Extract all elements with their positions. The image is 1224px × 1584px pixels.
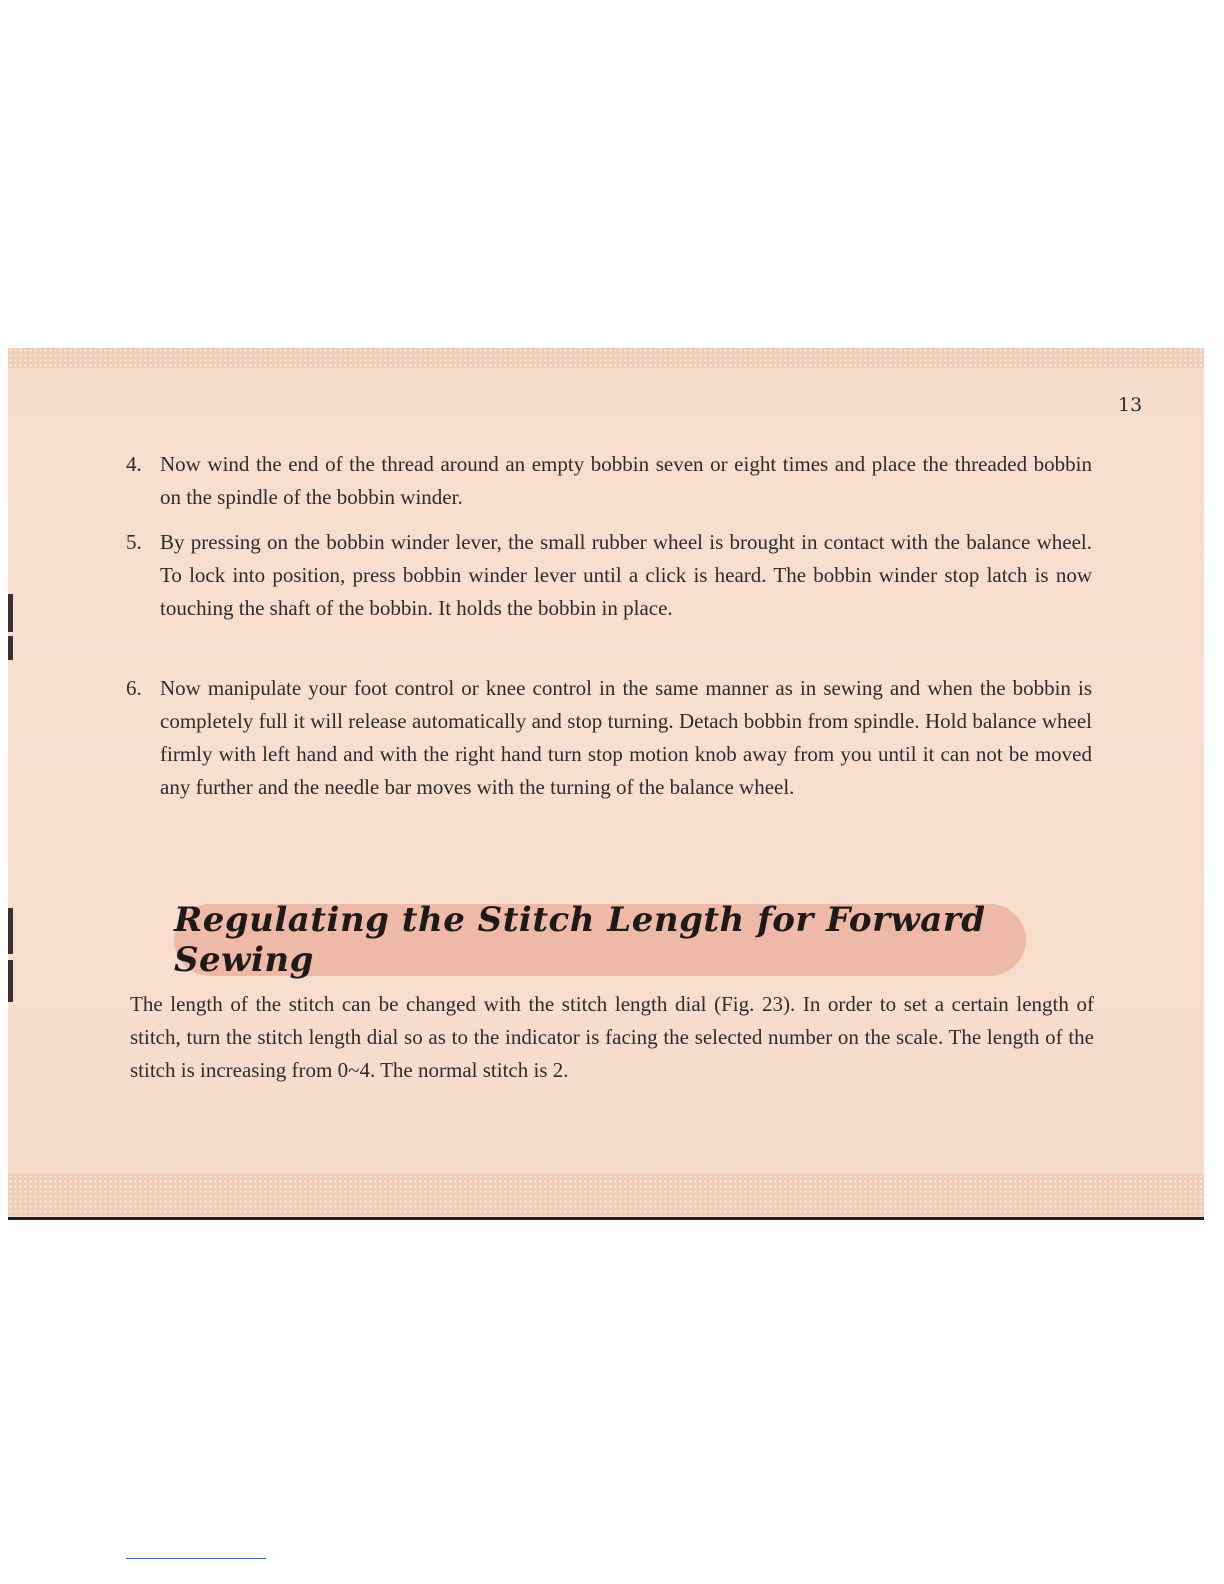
list-item-number: 4. [126, 452, 142, 476]
list-item-text: Now wind the end of the thread around an empty bobbin seven or eight times and place the threaded bobbin on the spindle of the bobbin winder. [160, 452, 1092, 509]
decorative-bottom-band [8, 1174, 1204, 1216]
manual-page-scan [8, 348, 1204, 1220]
list-item [126, 672, 1092, 804]
section-paragraph: The length of the stitch can be changed with the stitch length dial (Fig. 23). In order to set a certain length of stitch, turn the stitch length dial so as to the indicator is facing the selected number on the scale. The length of the stitch is increasing from 0~4. The normal stitch is 2. [130, 992, 1094, 1082]
list-item-text: By pressing on the bobbin winder lever, the small rubber wheel is brought in contact with the balance wheel. To lock into position, press bobbin winder lever until a click is heard. The bobbin winder stop latch is now touching the shaft of the bobbin. It holds the bobbin in place. [160, 530, 1092, 620]
footnote-rule [126, 1558, 266, 1559]
decorative-top-band [8, 348, 1204, 368]
list-item [126, 526, 1092, 625]
section-heading-banner [174, 900, 1026, 980]
section-heading: Regulating the Stitch Length for Forward Sewing [174, 900, 986, 980]
list-item-number: 5. [126, 530, 142, 554]
page-number: 13 [1118, 394, 1143, 416]
list-item [126, 448, 1092, 514]
binding-mark [8, 908, 13, 954]
list-item-number: 6. [126, 676, 142, 700]
binding-mark [8, 594, 13, 632]
binding-mark [8, 636, 13, 660]
binding-mark [8, 960, 13, 1002]
list-item-text: Now manipulate your foot control or knee control in the same manner as in sewing and when the bobbin is completely full it will release automatically and stop turning. Detach bobbin from spindle. Hold balance wheel firmly with left hand and with the right hand turn stop motion knob away from you until it can not be moved any further and the needle bar moves with the turning of the balance wheel. [160, 676, 1092, 799]
